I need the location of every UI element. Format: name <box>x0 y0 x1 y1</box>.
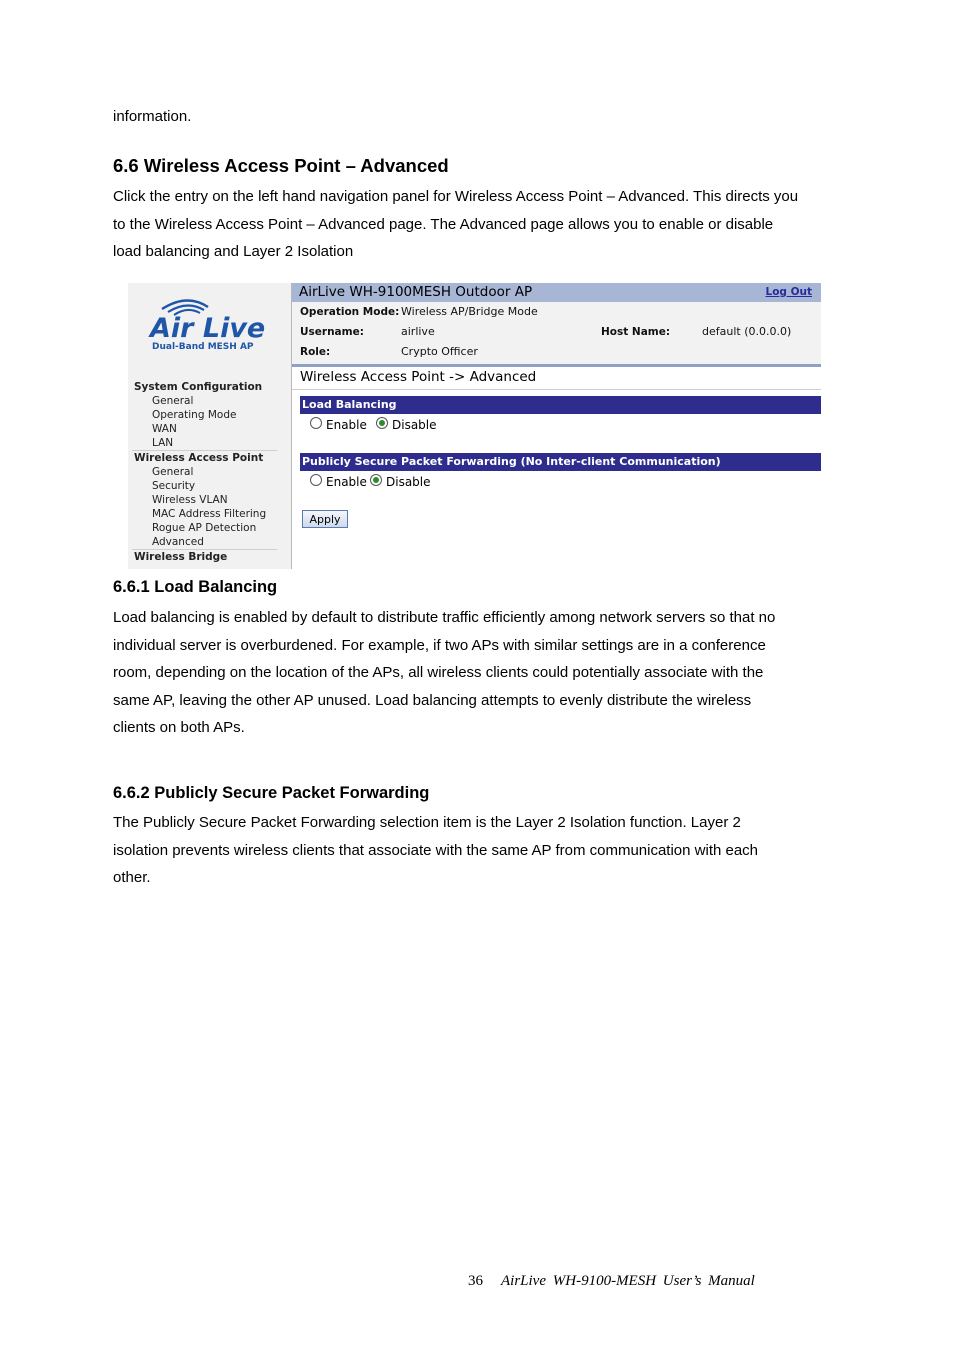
header-bar <box>292 283 821 302</box>
nav-wireless-access-point[interactable]: Wireless Access Point <box>134 452 264 464</box>
intro-tail-text: information. <box>113 108 192 125</box>
title-divider <box>292 389 821 390</box>
logo-wordmark: Air Live <box>150 313 266 344</box>
lb-disable-radio[interactable] <box>376 417 388 429</box>
psf-paragraph <box>113 809 848 892</box>
lb-enable-radio[interactable] <box>310 417 322 429</box>
paragraph-line: isolation prevents wireless clients that associate with the same AP from communication with each <box>113 841 759 859</box>
subsection-heading-load-balancing: 6.6.1 Load Balancing <box>113 578 278 596</box>
manual-title: AirLive WH-9100-MESH User’s Manual <box>501 1273 755 1289</box>
intro-paragraph <box>113 183 848 266</box>
apply-button[interactable]: Apply <box>302 510 348 528</box>
role-value: Crypto Officer <box>401 345 478 358</box>
lb-disable-label: Disable <box>392 418 437 432</box>
operation-mode-label: Operation Mode: <box>300 306 400 318</box>
psf-enable-radio[interactable] <box>310 474 322 486</box>
host-name-label: Host Name: <box>601 326 671 338</box>
nav-item-wap-general[interactable]: General <box>152 466 194 478</box>
nav-item-general[interactable]: General <box>152 395 194 407</box>
page-title: Wireless Access Point -> Advanced <box>300 369 537 385</box>
paragraph-line: same AP, leaving the other AP unused. Load balancing attempts to evenly distribute the wireless <box>113 691 752 709</box>
admin-screenshot <box>128 283 821 569</box>
nav-item-wireless-vlan[interactable]: Wireless VLAN <box>152 494 228 506</box>
logout-link[interactable]: Log Out <box>765 286 812 298</box>
psf-section-bar <box>300 453 821 471</box>
host-name-value: default (0.0.0.0) <box>702 325 792 338</box>
psf-disable-label: Disable <box>386 475 431 489</box>
navigation-panel <box>128 283 292 569</box>
paragraph-line: load balancing and Layer 2 Isolation <box>113 243 354 261</box>
username-label: Username: <box>300 326 364 338</box>
role-label: Role: <box>300 346 331 358</box>
status-info-panel <box>292 302 821 364</box>
nav-item-rogue-ap[interactable]: Rogue AP Detection <box>152 522 257 534</box>
page-footer <box>468 1273 755 1290</box>
header-title: AirLive WH-9100MESH Outdoor AP <box>299 284 533 300</box>
nav-item-operating-mode[interactable]: Operating Mode <box>152 409 237 421</box>
paragraph-line: The Publicly Secure Packet Forwarding selection item is the Layer 2 Isolation function. Layer 2 <box>113 814 741 831</box>
paragraph-line: room, depending on the location of the APs, all wireless clients could potentially associate with the <box>113 664 764 682</box>
paragraph-line: to the Wireless Access Point – Advanced page. The Advanced page allows you to enable or disable <box>113 215 774 233</box>
nav-item-lan[interactable]: LAN <box>152 437 174 449</box>
nav-wireless-bridge[interactable]: Wireless Bridge <box>134 551 228 563</box>
nav-item-mac-filtering[interactable]: MAC Address Filtering <box>152 508 267 520</box>
load-balancing-section-bar <box>300 396 821 414</box>
logo-subtitle: Dual-Band MESH AP <box>152 342 254 351</box>
paragraph-line: clients on both APs. <box>113 719 245 737</box>
psf-disable-radio[interactable] <box>370 474 382 486</box>
nav-divider <box>132 549 277 550</box>
nav-divider <box>132 450 277 451</box>
subsection-heading-psf: 6.6.2 Publicly Secure Packet Forwarding <box>113 784 430 802</box>
load-balancing-heading: Load Balancing <box>302 398 397 411</box>
username-value: airlive <box>401 325 435 338</box>
nav-item-wan[interactable]: WAN <box>152 423 177 435</box>
lb-enable-label: Enable <box>326 418 367 432</box>
section-heading: 6.6 Wireless Access Point – Advanced <box>113 155 449 176</box>
page-number: 36 <box>468 1273 483 1289</box>
nav-item-security[interactable]: Security <box>152 480 196 492</box>
paragraph-line: individual server is overburdened. For example, if two APs with similar settings are in a conference <box>113 636 766 654</box>
paragraph-line: Click the entry on the left hand navigation panel for Wireless Access Point – Advanced. This directs you <box>113 188 799 205</box>
paragraph-line: Load balancing is enabled by default to distribute traffic efficiently among network servers so that no <box>113 609 776 626</box>
nav-system-configuration[interactable]: System Configuration <box>134 381 263 393</box>
paragraph-line: other. <box>113 869 151 887</box>
psf-heading: Publicly Secure Packet Forwarding (No Inter-client Communication) <box>302 455 721 468</box>
header-divider <box>292 364 821 367</box>
load-balancing-paragraph <box>113 604 848 742</box>
psf-enable-label: Enable <box>326 475 367 489</box>
operation-mode-value: Wireless AP/Bridge Mode <box>401 305 538 318</box>
nav-item-advanced[interactable]: Advanced <box>152 536 204 548</box>
airlive-logo <box>142 295 292 351</box>
